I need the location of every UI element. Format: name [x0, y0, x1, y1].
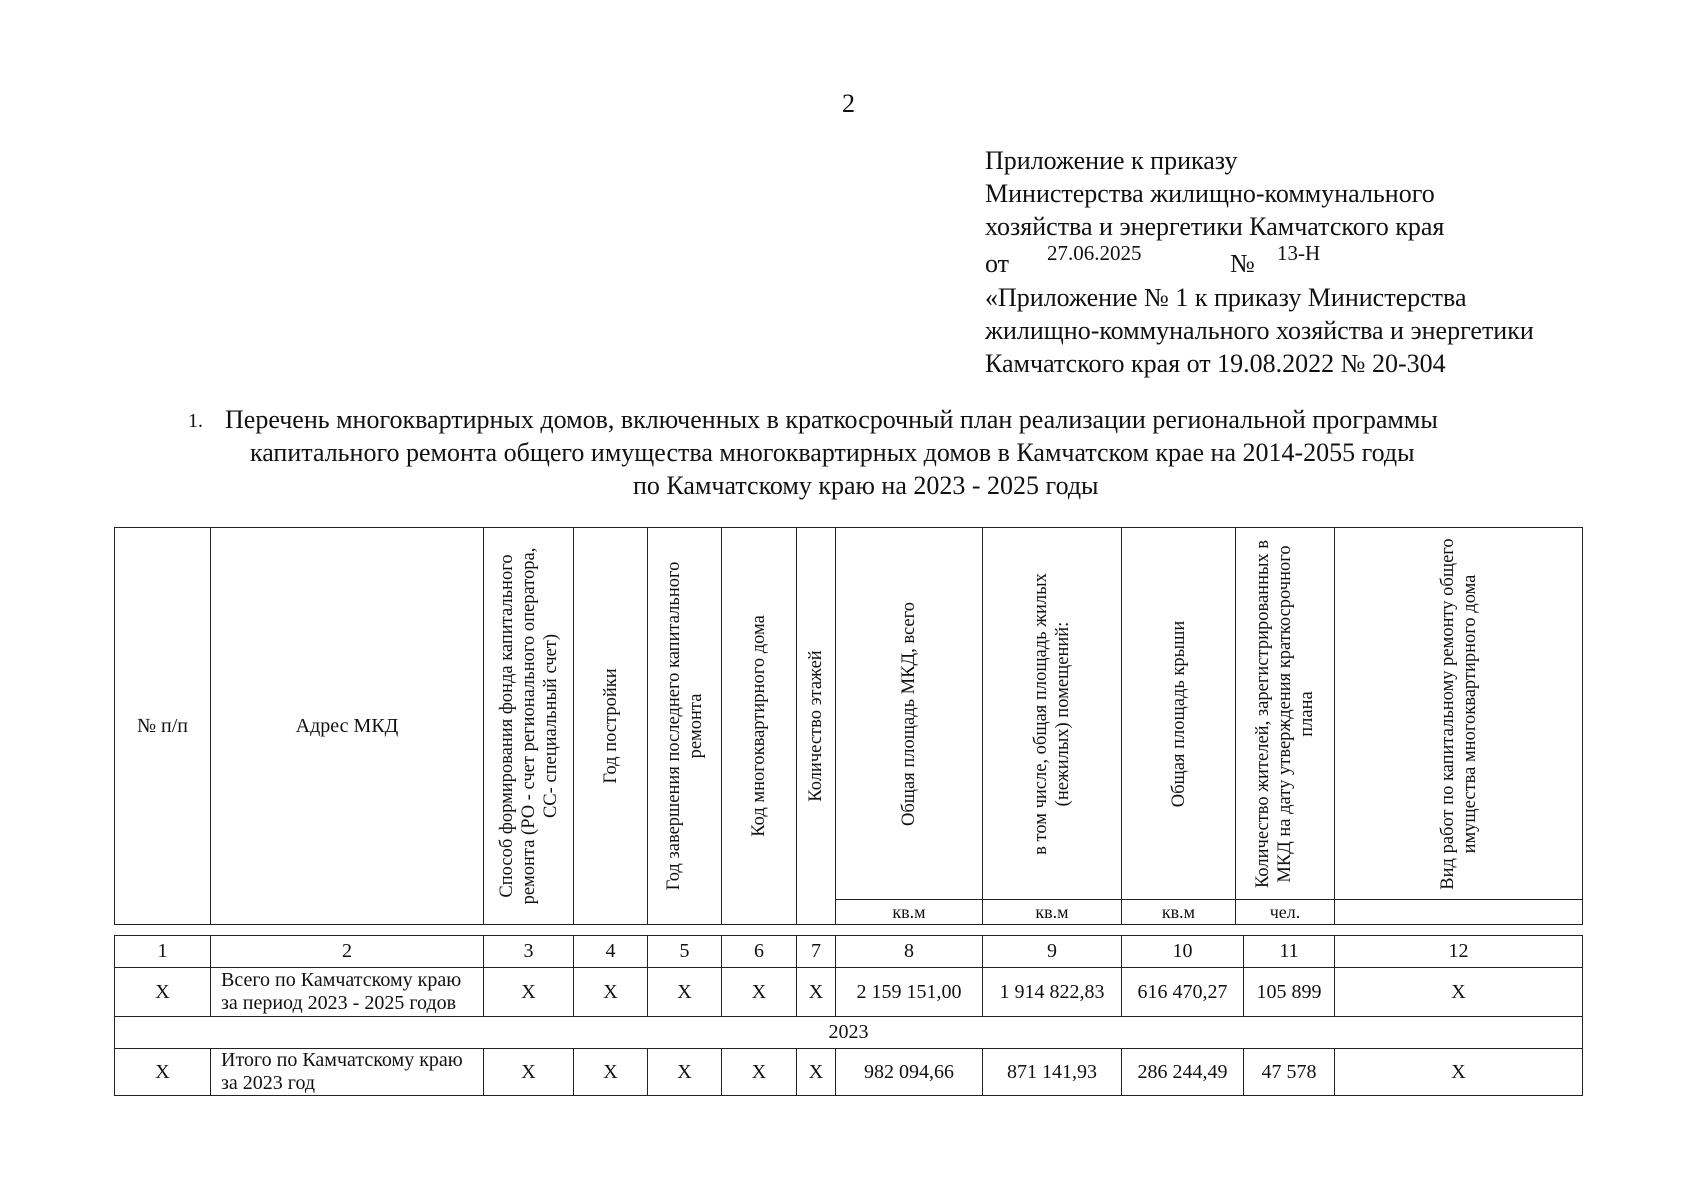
col-number: 1	[115, 936, 211, 968]
header-floors: Количество этажей	[797, 528, 836, 925]
data-table	[114, 935, 1583, 1096]
order-date-row	[985, 241, 1444, 278]
header-residents: Количество жителей, зарегистрированных в МКД на дату утверждения краткосрочного плана	[1236, 528, 1335, 900]
unit-residential-area: кв.м	[983, 900, 1122, 925]
appendix-block	[985, 144, 1445, 278]
address-line: Итого по Камчатскому краю	[221, 1049, 463, 1071]
cell-residents: 105 899	[1244, 968, 1335, 1017]
year-separator-row	[115, 1017, 1583, 1049]
header-last-repair-year: Год завершения последнего капитального ремонта	[648, 528, 722, 925]
cell-building-code: Х	[722, 968, 797, 1017]
previous-appendix-line: жилищно-коммунального хозяйства и энергетики	[985, 316, 1534, 345]
col-number: 5	[648, 936, 722, 968]
table-row-total	[115, 968, 1583, 1017]
col-number: 8	[836, 936, 983, 968]
previous-appendix-line: Камчатского края от 19.08.2022 № 20-304	[985, 349, 1446, 378]
col-number: 10	[1122, 936, 1244, 968]
table-row-year-total	[115, 1049, 1583, 1096]
cell-floors: Х	[797, 968, 836, 1017]
order-number: 13-Н	[1277, 241, 1321, 265]
order-number-label: №	[1230, 249, 1255, 278]
cell-roof-area: 286 244,49	[1122, 1049, 1244, 1096]
col-number: 7	[797, 936, 836, 968]
unit-total-area: кв.м	[836, 900, 983, 925]
cell-total-area: 2 159 151,00	[836, 968, 983, 1017]
col-number: 9	[983, 936, 1122, 968]
table-header	[114, 527, 1583, 925]
date-prefix-label: от	[985, 249, 1010, 278]
col-number: 11	[1244, 936, 1335, 968]
cell-address	[211, 1049, 484, 1096]
heading-line: по Камчатскому краю на 2023 - 2025 годы	[633, 471, 1099, 500]
section-number: 1.	[188, 410, 203, 432]
cell-build-year: Х	[574, 1049, 648, 1096]
page-number: 2	[842, 89, 855, 118]
heading-line: Перечень многоквартирных домов, включенных в краткосрочный план реализации региональной программы	[225, 405, 1438, 434]
header-num: № п/п	[115, 528, 211, 925]
cell-roof-area: 616 470,27	[1122, 968, 1244, 1017]
cell-work-type: Х	[1335, 968, 1583, 1017]
cell-work-type: Х	[1335, 1049, 1583, 1096]
previous-appendix-block	[985, 281, 1534, 380]
cell-address	[211, 968, 484, 1017]
cell-fund-method: Х	[484, 1049, 574, 1096]
col-number: 6	[722, 936, 797, 968]
cell-num: Х	[115, 1049, 211, 1096]
header-building-code: Код многоквартирного дома	[722, 528, 797, 925]
cell-floors: Х	[797, 1049, 836, 1096]
appendix-line: Министерства жилищно-коммунального	[985, 179, 1435, 208]
cell-residential-area: 1 914 822,83	[983, 968, 1122, 1017]
cell-fund-method: Х	[484, 968, 574, 1017]
col-number: 12	[1335, 936, 1583, 968]
address-line: Всего по Камчатскому краю	[221, 969, 462, 991]
heading-line: капитального ремонта общего имущества многоквартирных домов в Камчатском крае на 2014-2055 годы	[250, 438, 1415, 467]
cell-residential-area: 871 141,93	[983, 1049, 1122, 1096]
header-build-year: Год постройки	[574, 528, 648, 925]
header-address: Адрес МКД	[211, 528, 484, 925]
header-fund-method: Способ формирования фонда капитального ремонта (РО - счет регионального оператора, СС- специальный счет)	[484, 528, 574, 925]
address-line: за 2023 год	[221, 1072, 316, 1094]
previous-appendix-line: «Приложение № 1 к приказу Министерства	[985, 283, 1467, 312]
address-line: за период 2023 - 2025 годов	[221, 992, 457, 1014]
unit-work-type-empty	[1335, 900, 1583, 925]
appendix-line: хозяйства и энергетики Камчатского края	[985, 212, 1445, 241]
header-roof-area: Общая площадь крыши	[1122, 528, 1236, 900]
header-total-area: Общая площадь МКД, всего	[836, 528, 983, 900]
col-number: 2	[211, 936, 484, 968]
cell-residents: 47 578	[1244, 1049, 1335, 1096]
appendix-line: Приложение к приказу	[985, 146, 1238, 175]
cell-building-code: Х	[722, 1049, 797, 1096]
cell-total-area: 982 094,66	[836, 1049, 983, 1096]
unit-roof-area: кв.м	[1122, 900, 1236, 925]
cell-last-repair-year: Х	[648, 968, 722, 1017]
cell-build-year: Х	[574, 968, 648, 1017]
year-label: 2023	[115, 1017, 1583, 1049]
order-date: 27.06.2025	[1047, 241, 1142, 265]
cell-last-repair-year: Х	[648, 1049, 722, 1096]
column-number-row	[115, 936, 1583, 968]
col-number: 3	[484, 936, 574, 968]
cell-num: Х	[115, 968, 211, 1017]
header-work-type: Вид работ по капитальному ремонту общего имущества многоквартирного дома	[1335, 528, 1583, 900]
header-residential-area: в том числе, общая площадь жилых (нежилых) помещений:	[983, 528, 1122, 900]
col-number: 4	[574, 936, 648, 968]
unit-residents: чел.	[1236, 900, 1335, 925]
